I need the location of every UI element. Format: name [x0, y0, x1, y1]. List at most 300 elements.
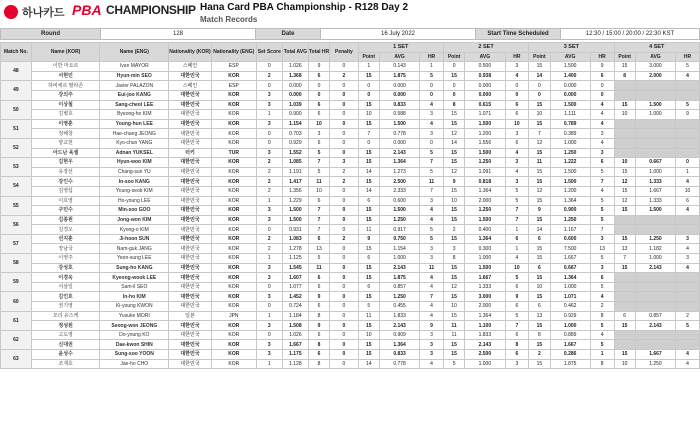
set3-hr: 0	[590, 90, 614, 100]
player-nationality-kor: 대한민국	[169, 234, 212, 244]
player-name-eng: Ki-young KWON	[100, 302, 169, 312]
penalty: 0	[330, 206, 358, 216]
player-name-eng: Hae-chang JEONG	[100, 129, 169, 139]
set4-avg	[635, 90, 675, 100]
set4-avg	[635, 138, 675, 148]
set3-hr: 4	[590, 330, 614, 340]
table-row	[1, 148, 700, 158]
set3-point: 15	[529, 167, 550, 177]
set2-hr: 5	[505, 186, 529, 196]
total-avg: 1.356	[282, 186, 308, 196]
set3-hr: 5	[590, 321, 614, 331]
set1-hr: 0	[420, 138, 444, 148]
match-number: 61	[1, 311, 32, 330]
set1-avg: 0.909	[379, 330, 419, 340]
set1-point: 6	[358, 254, 379, 264]
col-set3: 3 SET	[529, 43, 614, 53]
set3-point: 7	[529, 129, 550, 139]
set3-avg: 0.000	[550, 81, 590, 91]
set3-hr: 3	[590, 234, 614, 244]
set4-hr	[676, 148, 700, 158]
set2-avg: 3.000	[465, 292, 505, 302]
set4-hr	[676, 273, 700, 283]
set4-avg: 3.000	[635, 62, 675, 72]
set1-hr: 3	[420, 254, 444, 264]
player-name-eng: Nam-guk JANG	[100, 244, 169, 254]
table-row	[1, 359, 700, 369]
set1-avg: 2.143	[379, 263, 419, 273]
set4-avg: 1.000	[635, 167, 675, 177]
set1-avg: 2.500	[379, 177, 419, 187]
set3-avg: 0.389	[550, 129, 590, 139]
start-time-value: 12:30 / 15:00 / 20:00 / 22:30 KST	[561, 29, 700, 40]
set2-hr: 5	[505, 196, 529, 206]
table-row	[1, 167, 700, 177]
set3-hr: 4	[590, 292, 614, 302]
set-score: 2	[256, 71, 282, 81]
set3-point: 15	[529, 273, 550, 283]
set4-hr: 4	[676, 177, 700, 187]
set4-avg: 1.000	[635, 110, 675, 120]
set4-point	[614, 215, 635, 225]
player-nationality-eng: KOR	[211, 321, 256, 331]
set2-avg: 1.200	[465, 129, 505, 139]
penalty: 0	[330, 330, 358, 340]
penalty: 0	[330, 263, 358, 273]
set2-avg: 0.000	[465, 90, 505, 100]
match-number: 50	[1, 100, 32, 119]
set3-avg: 1.364	[550, 196, 590, 206]
player-nationality-eng: KOR	[211, 177, 256, 187]
set2-point: 15	[443, 215, 464, 225]
set2-hr: 6	[505, 100, 529, 110]
set1-point: 1	[358, 62, 379, 72]
total-hr: 8	[308, 311, 329, 321]
total-avg: 0.703	[282, 129, 308, 139]
total-hr: 6	[308, 196, 329, 206]
player-name-kor: 신대권	[31, 340, 100, 350]
set3-hr: 5	[590, 282, 614, 292]
total-hr: 10	[308, 186, 329, 196]
player-nationality-eng: KOR	[211, 292, 256, 302]
brand-championship: CHAMPIONSHIP	[106, 3, 196, 17]
set4-avg	[635, 273, 675, 283]
date-label: Date	[256, 29, 321, 40]
set4-avg	[635, 340, 675, 350]
set2-avg: 2.000	[465, 302, 505, 312]
table-row	[1, 302, 700, 312]
set3-point: 13	[529, 311, 550, 321]
set4-hr: 3	[676, 234, 700, 244]
table-row	[1, 340, 700, 350]
penalty: 0	[330, 186, 358, 196]
player-nationality-kor: 대한민국	[169, 100, 212, 110]
total-avg: 1.229	[282, 196, 308, 206]
set-score: 3	[256, 340, 282, 350]
col-set1-avg: AVG	[379, 52, 419, 62]
set1-hr: 4	[420, 302, 444, 312]
set-score: 0	[256, 138, 282, 148]
total-avg: 1.500	[282, 215, 308, 225]
set4-avg	[635, 81, 675, 91]
match-number: 54	[1, 177, 32, 196]
set3-avg: 1.667	[550, 340, 590, 350]
player-nationality-eng: KOR	[211, 100, 256, 110]
set-score: 3	[256, 100, 282, 110]
set2-avg: 1.364	[465, 234, 505, 244]
total-avg: 1.128	[282, 359, 308, 369]
set1-avg: 0.778	[379, 359, 419, 369]
player-nationality-kor: 대한민국	[169, 350, 212, 360]
set2-hr: 10	[505, 263, 529, 273]
set3-hr: 5	[590, 196, 614, 206]
player-name-kor: 이반 마요르	[31, 62, 100, 72]
col-set2: 2 SET	[443, 43, 528, 53]
page-header	[0, 0, 700, 28]
set2-point: 11	[443, 330, 464, 340]
set2-hr: 6	[505, 302, 529, 312]
set1-hr: 4	[420, 311, 444, 321]
set3-hr: 3	[590, 129, 614, 139]
total-avg: 1.039	[282, 100, 308, 110]
player-name-kor: 김인호	[31, 292, 100, 302]
set3-hr: 9	[590, 62, 614, 72]
set1-avg: 0.600	[379, 196, 419, 206]
set-score: 3	[256, 90, 282, 100]
player-nationality-kor: 대한민국	[169, 158, 212, 168]
player-name-kor: 이경욱	[31, 273, 100, 283]
set1-point: 7	[358, 129, 379, 139]
penalty: 0	[330, 148, 358, 158]
set2-hr: 7	[505, 215, 529, 225]
set3-hr: 4	[590, 110, 614, 120]
table-row	[1, 71, 700, 81]
col-nat-kor: Nationality (KOR)	[169, 43, 212, 62]
set-score: 0	[256, 62, 282, 72]
total-hr: 8	[308, 359, 329, 369]
set4-avg	[635, 129, 675, 139]
set2-hr: 4	[505, 71, 529, 81]
set2-hr: 6	[505, 110, 529, 120]
round-value: 128	[101, 29, 256, 40]
set1-avg: 2.143	[379, 321, 419, 331]
set2-point: 15	[443, 158, 464, 168]
set2-point: 15	[443, 311, 464, 321]
set2-point: 9	[443, 177, 464, 187]
set-score: 2	[256, 177, 282, 187]
start-time-label: Start Time Scheduled	[476, 29, 561, 40]
table-row	[1, 321, 700, 331]
set-score: 0	[256, 302, 282, 312]
set1-avg: 1.500	[379, 119, 419, 129]
player-nationality-eng: KOR	[211, 359, 256, 369]
set1-hr: 0	[420, 90, 444, 100]
round-label: Round	[1, 29, 101, 40]
set4-hr	[676, 129, 700, 139]
table-row	[1, 119, 700, 129]
player-nationality-eng: KOR	[211, 350, 256, 360]
player-name-eng: Ji-hoon SUN	[100, 234, 169, 244]
total-hr: 9	[308, 292, 329, 302]
player-name-kor: 하비에르 팔라존	[31, 81, 100, 91]
player-name-eng: Kyong-o KIM	[100, 225, 169, 235]
match-number: 56	[1, 215, 32, 234]
set4-avg: 1.667	[635, 350, 675, 360]
player-name-eng: Sam-il SEO	[100, 282, 169, 292]
set2-point: 15	[443, 110, 464, 120]
set1-avg: 1.000	[379, 254, 419, 264]
set3-avg: 0.789	[550, 119, 590, 129]
player-nationality-eng: KOR	[211, 206, 256, 216]
set3-avg: 1.500	[550, 100, 590, 110]
set2-avg: 2.143	[465, 340, 505, 350]
set2-point: 14	[443, 138, 464, 148]
set2-point: 12	[443, 282, 464, 292]
table-row	[1, 282, 700, 292]
penalty: 0	[330, 244, 358, 254]
set1-avg: 1.875	[379, 71, 419, 81]
set2-avg: 1.250	[465, 158, 505, 168]
set3-point: 15	[529, 292, 550, 302]
total-hr: 6	[308, 282, 329, 292]
set2-hr: 0	[505, 90, 529, 100]
set1-hr: 0	[420, 81, 444, 91]
total-avg: 1.083	[282, 234, 308, 244]
player-nationality-kor: 대한민국	[169, 359, 212, 369]
set2-hr: 7	[505, 321, 529, 331]
total-avg: 1.545	[282, 263, 308, 273]
set2-avg: 1.500	[465, 148, 505, 158]
set3-point: 14	[529, 225, 550, 235]
set3-avg: 1.667	[550, 254, 590, 264]
set3-hr: 5	[590, 254, 614, 264]
set2-avg: 1.091	[465, 167, 505, 177]
set2-hr: 10	[505, 119, 529, 129]
set4-point	[614, 302, 635, 312]
set-score: 3	[256, 215, 282, 225]
set2-point: 15	[443, 292, 464, 302]
set4-hr	[676, 282, 700, 292]
set1-point: 15	[358, 263, 379, 273]
set3-hr: 4	[590, 138, 614, 148]
set4-avg	[635, 215, 675, 225]
col-total-hr: Total HR	[308, 43, 329, 62]
set2-hr: 3	[505, 62, 529, 72]
hana-card-logo-icon	[4, 5, 18, 19]
set1-hr: 1	[420, 62, 444, 72]
set4-hr: 4	[676, 206, 700, 216]
set2-hr: 6	[505, 282, 529, 292]
player-name-kor: 구민수	[31, 206, 100, 216]
set4-hr	[676, 225, 700, 235]
match-number: 49	[1, 81, 32, 100]
set2-hr: 3	[505, 177, 529, 187]
set1-avg: 0.778	[379, 129, 419, 139]
set3-point: 14	[529, 71, 550, 81]
player-nationality-eng: KOR	[211, 110, 256, 120]
set-score: 2	[256, 234, 282, 244]
player-nationality-eng: ESP	[211, 62, 256, 72]
set2-hr: 6	[505, 138, 529, 148]
set4-point	[614, 81, 635, 91]
player-nationality-kor: 대한민국	[169, 196, 212, 206]
total-avg: 1.667	[282, 340, 308, 350]
col-total-avg: Total AVG	[282, 43, 308, 62]
set1-hr: 4	[420, 100, 444, 110]
set1-hr: 7	[420, 186, 444, 196]
set1-point: 15	[358, 177, 379, 187]
set2-point: 15	[443, 340, 464, 350]
set4-point	[614, 225, 635, 235]
set1-point: 15	[358, 244, 379, 254]
set4-point	[614, 148, 635, 158]
set1-hr: 5	[420, 234, 444, 244]
set4-point: 15	[614, 186, 635, 196]
set1-point: 11	[358, 311, 379, 321]
set3-hr: 1	[590, 350, 614, 360]
player-name-kor: 김병호	[31, 110, 100, 120]
brand-pba: PBA	[72, 2, 102, 18]
col-set1-point: Point	[358, 52, 379, 62]
set4-hr: 9	[676, 110, 700, 120]
set3-hr: 6	[590, 158, 614, 168]
set4-hr: 10	[676, 186, 700, 196]
total-hr: 11	[308, 263, 329, 273]
set2-point: 15	[443, 71, 464, 81]
set1-hr: 11	[420, 263, 444, 273]
player-nationality-kor: 대한민국	[169, 71, 212, 81]
set3-avg: 0.286	[550, 350, 590, 360]
player-nationality-eng: KOR	[211, 129, 256, 139]
player-name-kor: 정성원	[31, 321, 100, 331]
set4-avg: 1.500	[635, 100, 675, 110]
player-nationality-eng: KOR	[211, 71, 256, 81]
penalty: 0	[330, 225, 358, 235]
set4-hr	[676, 90, 700, 100]
player-nationality-eng: KOR	[211, 90, 256, 100]
set1-avg: 0.857	[379, 282, 419, 292]
set3-avg: 0.600	[550, 234, 590, 244]
set3-point: 15	[529, 62, 550, 72]
match-number: 53	[1, 158, 32, 177]
set4-point: 6	[614, 311, 635, 321]
set-score: 3	[256, 148, 282, 158]
table-row	[1, 186, 700, 196]
set2-avg: 1.333	[465, 282, 505, 292]
set3-hr: 5	[590, 167, 614, 177]
set1-hr: 7	[420, 158, 444, 168]
player-nationality-kor: 대한민국	[169, 340, 212, 350]
set4-hr	[676, 330, 700, 340]
set3-avg: 1.111	[550, 110, 590, 120]
set4-point	[614, 282, 635, 292]
player-nationality-eng: KOR	[211, 263, 256, 273]
set3-avg: 1.364	[550, 273, 590, 283]
player-nationality-kor: 대한민국	[169, 206, 212, 216]
table-row	[1, 62, 700, 72]
player-nationality-kor: 대한민국	[169, 119, 212, 129]
col-set1-hr: HR	[420, 52, 444, 62]
col-name-kor: Name (KOR)	[31, 43, 100, 62]
set1-avg: 0.000	[379, 90, 419, 100]
set1-avg: 0.000	[379, 81, 419, 91]
set4-avg: 1.182	[635, 244, 675, 254]
set4-point: 13	[614, 244, 635, 254]
player-nationality-eng: KOR	[211, 273, 256, 283]
player-name-kor: 김경오	[31, 225, 100, 235]
set2-avg: 0.000	[465, 81, 505, 91]
penalty: 2	[330, 234, 358, 244]
set1-point: 15	[358, 206, 379, 216]
player-name-kor: 양교천	[31, 138, 100, 148]
set1-point: 15	[358, 215, 379, 225]
set4-hr: 3	[676, 254, 700, 264]
set1-point: 15	[358, 340, 379, 350]
set4-hr	[676, 215, 700, 225]
penalty: 0	[330, 350, 358, 360]
set4-hr: 5	[676, 100, 700, 110]
set1-point: 5	[358, 302, 379, 312]
player-nationality-eng: KOR	[211, 167, 256, 177]
col-set2-point: Point	[443, 52, 464, 62]
total-avg: 1.184	[282, 311, 308, 321]
player-name-eng: Jae-ho CHO	[100, 359, 169, 369]
player-nationality-eng: KOR	[211, 282, 256, 292]
set4-point: 15	[614, 62, 635, 72]
set3-avg: 1.000	[550, 282, 590, 292]
set2-hr: 4	[505, 254, 529, 264]
page-subtitle: Match Records	[200, 15, 258, 24]
total-avg: 1.368	[282, 71, 308, 81]
set4-hr	[676, 302, 700, 312]
total-hr: 7	[308, 225, 329, 235]
total-hr: 6	[308, 234, 329, 244]
player-name-kor: 김현우	[31, 158, 100, 168]
set2-avg: 1.071	[465, 110, 505, 120]
player-nationality-kor: 대한민국	[169, 110, 212, 120]
player-nationality-kor: 대한민국	[169, 330, 212, 340]
player-name-eng: Sung-ho KANG	[100, 263, 169, 273]
set4-point: 15	[614, 100, 635, 110]
total-avg: 1.026	[282, 62, 308, 72]
set1-point: 15	[358, 100, 379, 110]
player-name-eng: Kyeong-wook LEE	[100, 273, 169, 283]
set2-hr: 4	[505, 167, 529, 177]
set1-hr: 4	[420, 119, 444, 129]
penalty: 2	[330, 167, 358, 177]
set3-point: 11	[529, 158, 550, 168]
set4-point	[614, 273, 635, 283]
set2-point: 15	[443, 234, 464, 244]
player-nationality-kor: 대한민국	[169, 129, 212, 139]
total-avg: 1.452	[282, 292, 308, 302]
player-name-eng: Ho-young LEE	[100, 196, 169, 206]
col-name-eng: Name (ENG)	[100, 43, 169, 62]
total-avg: 1.191	[282, 167, 308, 177]
set1-hr: 5	[420, 71, 444, 81]
player-nationality-kor: 대한민국	[169, 90, 212, 100]
player-nationality-kor: 대한민국	[169, 302, 212, 312]
penalty: 0	[330, 196, 358, 206]
table-row	[1, 215, 700, 225]
penalty: 3	[330, 158, 358, 168]
set1-point: 6	[358, 196, 379, 206]
total-avg: 1.154	[282, 119, 308, 129]
set3-point: 15	[529, 254, 550, 264]
set-score: 0	[256, 225, 282, 235]
table-row	[1, 110, 700, 120]
set4-point: 12	[614, 177, 635, 187]
